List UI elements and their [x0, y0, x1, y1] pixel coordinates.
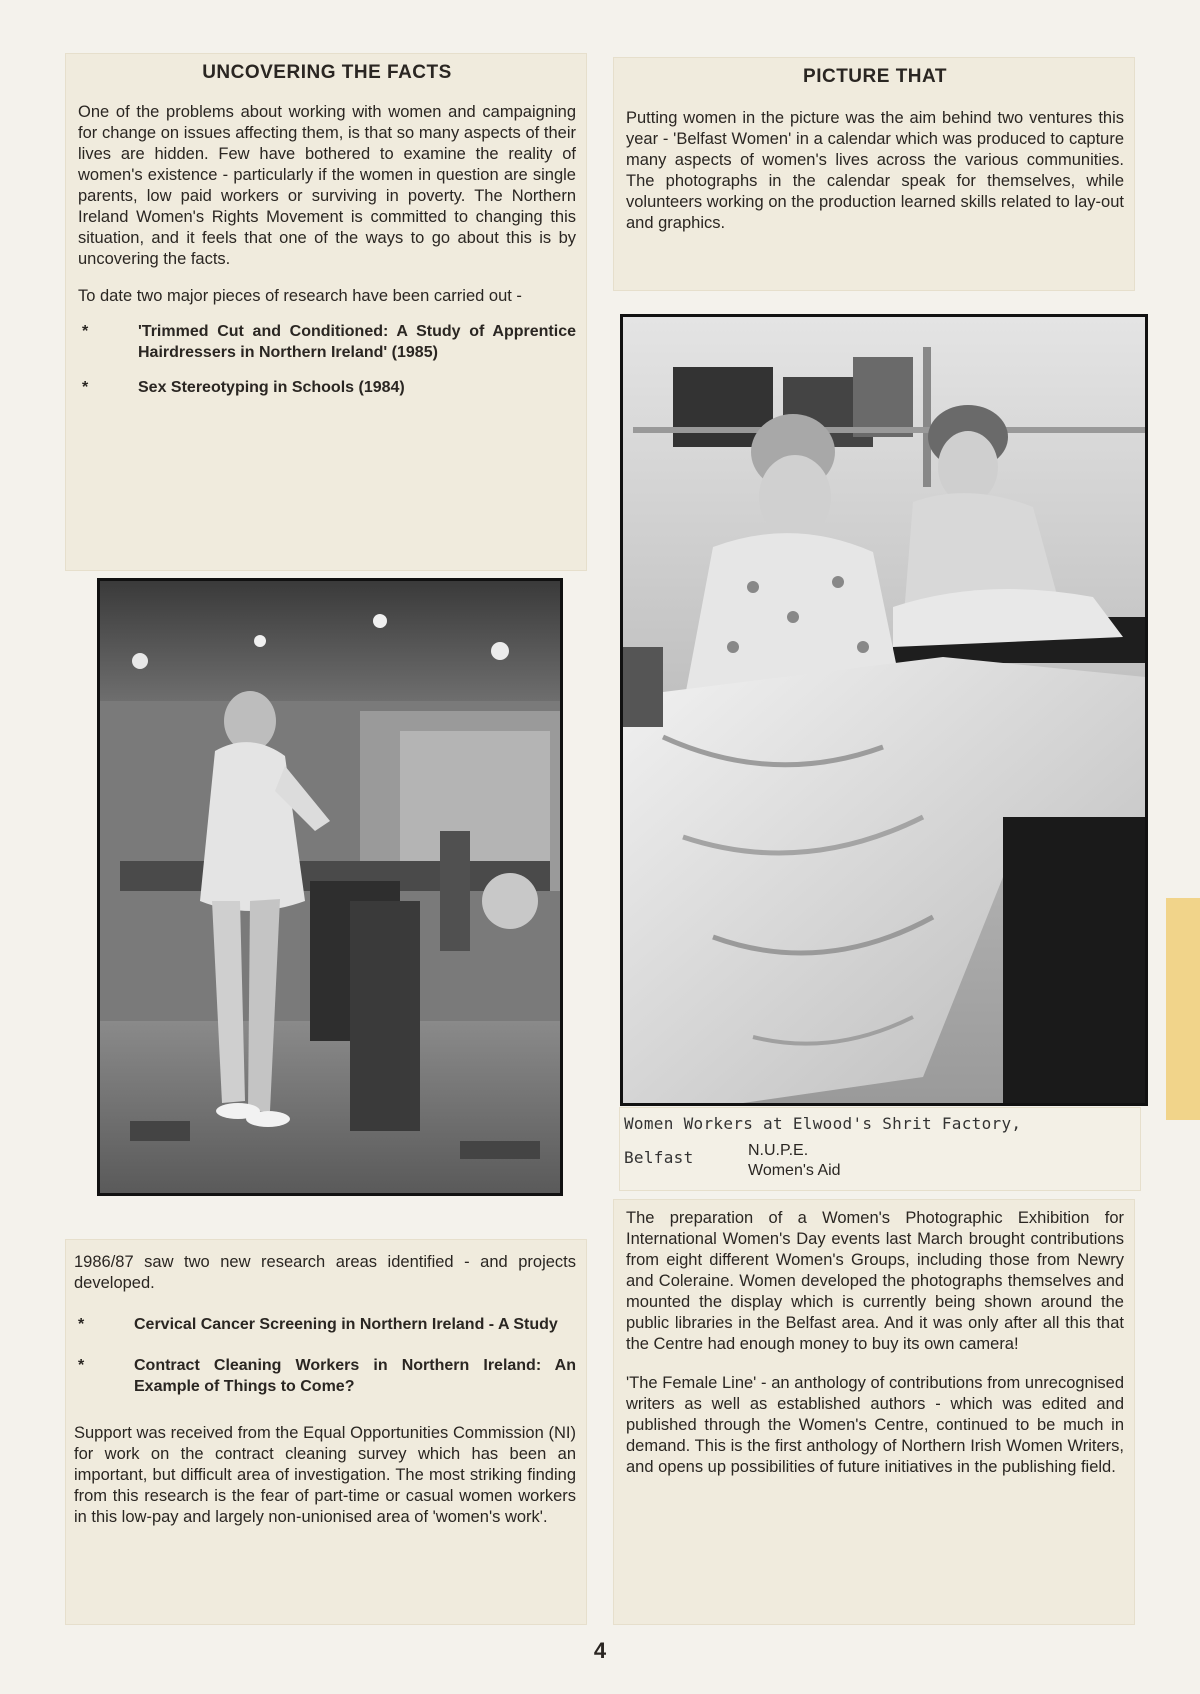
caption-credit-1: N.U.P.E.: [748, 1142, 809, 1159]
exhibition-paragraph: The preparation of a Women's Photographic Exhibition for International Women's Day events last March brought contributions from eight different Women's Groups, including those from Newry and Coleraine. Women developed the photographs themselves and mounted the display which is currently being shown around the public libraries in the Belfast area. And it was only after all this that the Centre had enough money to buy its own camera!: [626, 1209, 1124, 1353]
bullet-star: *: [82, 323, 89, 340]
tape-strip: [1166, 898, 1200, 1120]
research-list: [78, 321, 576, 398]
shirt-factory-photo: [620, 314, 1148, 1106]
list-item-text: Sex Stereotyping in Schools (1984): [138, 379, 405, 396]
list-item: [78, 377, 576, 398]
left-bottom-clipping: [66, 1240, 586, 1624]
right-bottom-clipping: [614, 1200, 1134, 1624]
list-item: [74, 1314, 576, 1335]
section-heading-picture-that: PICTURE THAT: [803, 66, 947, 87]
list-item-text: 'Trimmed Cut and Conditioned: A Study of Apprentice Hairdressers in Northern Ireland' (1985): [138, 323, 576, 361]
section-heading-uncovering-facts: UNCOVERING THE FACTS: [202, 62, 452, 83]
bullet-star: *: [78, 1357, 85, 1374]
support-paragraph: Support was received from the Equal Opportunities Commission (NI) for work on the contract cleaning survey which has been an important, but difficult area of investigation. The most striking finding from this research is the fear of part-time or casual women workers in this low-pay and largely non-unionised area of 'women's work'.: [74, 1424, 576, 1526]
bullet-star: *: [82, 379, 89, 396]
intro-paragraph: One of the problems about working with women and campaigning for change on issues affecting them, is that so many aspects of their lives are hidden. Few have bothered to examine the reality of women's existence - particularly if the women in question are single parents, low paid workers or surviving in poverty. The Northern Ireland Women's Rights Movement is committed to changing this situation, and it feels that one of the ways to go about this is by uncovering the facts.: [78, 103, 576, 268]
list-item: [78, 321, 576, 363]
female-line-paragraph: 'The Female Line' - an anthology of contributions from unrecognised writers as well as established authors - which was edited and published through the Women's Centre, continued to be much in demand. This is the first anthology of Northern Irish Women Writers, and opens up possibilities of future initiatives in the publishing field.: [626, 1374, 1124, 1476]
right-top-clipping: [614, 58, 1134, 290]
photo-caption: [620, 1108, 1140, 1190]
new-research-list: [74, 1314, 576, 1397]
new-research-paragraph: 1986/87 saw two new research areas identified - and projects developed.: [74, 1253, 576, 1292]
caption-line-1: Women Workers at Elwood's Shrit Factory,: [624, 1114, 1022, 1133]
picture-paragraph: Putting women in the picture was the aim behind two ventures this year - 'Belfast Women' in a calendar which was produced to capture many aspects of women's lives across the various communities. The photographs in the calendar speak for themselves, while volunteers working on the production learned skills related to lay-out and graphics.: [626, 109, 1124, 232]
caption-credit-2: Women's Aid: [748, 1162, 841, 1179]
shirt-factory-photo-image: [623, 317, 1145, 1103]
caption-place: Belfast: [624, 1148, 694, 1167]
list-item: [74, 1355, 576, 1397]
list-item-text: Contract Cleaning Workers in Northern Ireland: An Example of Things to Come?: [134, 1357, 576, 1395]
research-intro-paragraph: To date two major pieces of research have been carried out -: [78, 287, 522, 305]
bullet-star: *: [78, 1316, 85, 1333]
salon-photo: [97, 578, 563, 1196]
left-top-clipping: [66, 54, 586, 570]
salon-photo-image: [100, 581, 560, 1193]
page-number: 4: [593, 1638, 607, 1663]
list-item-text: Cervical Cancer Screening in Northern Ireland - A Study: [134, 1316, 558, 1333]
